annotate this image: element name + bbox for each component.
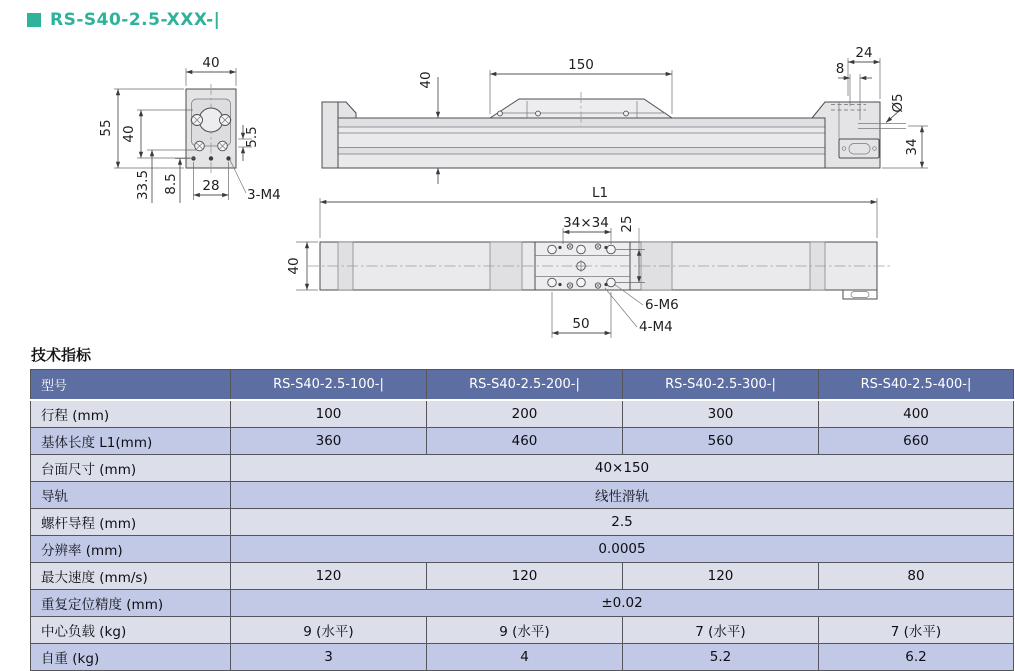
table-row-center-load — [31, 617, 1014, 644]
cell-value: 120 — [231, 563, 427, 590]
row-label: 最大速度 (mm/s) — [31, 563, 231, 590]
cell-value: 400 — [819, 400, 1014, 428]
dim-34 — [882, 126, 928, 168]
table-row-weight — [31, 644, 1014, 671]
dim-50 — [552, 292, 611, 338]
dim-end-inner — [121, 110, 195, 158]
cell-value: 6.2 — [819, 644, 1014, 671]
cell-value: 7 (水平) — [819, 617, 1014, 644]
callout-3-m4 — [230, 160, 281, 203]
cell-value: 460 — [427, 428, 623, 455]
svg-text:3-M4: 3-M4 — [247, 187, 281, 203]
cell-value: 4 — [427, 644, 623, 671]
cell-value: 300 — [623, 400, 819, 428]
cell-value-merged: 线性滑轨 — [231, 482, 1014, 509]
svg-text:8.5: 8.5 — [163, 173, 179, 195]
cell-value: 120 — [623, 563, 819, 590]
svg-text:6-M6: 6-M6 — [645, 297, 679, 313]
row-label: 重复定位精度 (mm) — [31, 590, 231, 617]
cell-value-merged: 2.5 — [231, 509, 1014, 536]
svg-text:28: 28 — [202, 178, 220, 194]
spec-section — [30, 344, 1013, 671]
row-label: 螺杆导程 (mm) — [31, 509, 231, 536]
cell-value: 9 (水平) — [231, 617, 427, 644]
svg-text:5.5: 5.5 — [244, 126, 260, 148]
dim-dia5 — [886, 93, 906, 122]
svg-text:150: 150 — [568, 57, 594, 73]
cell-value: 3 — [231, 644, 427, 671]
cell-value: 100 — [231, 400, 427, 428]
dim-end-5-5 — [238, 125, 260, 161]
spec-table-title: 技术指标 — [31, 346, 92, 364]
cell-value: 80 — [819, 563, 1014, 590]
row-label: 基体长度 L1(mm) — [31, 428, 231, 455]
dim-end-width — [186, 55, 236, 86]
table-row-max-speed — [31, 563, 1014, 590]
table-header-row — [31, 370, 1014, 401]
col-header-model-200: RS-S40-2.5-200-| — [427, 370, 623, 401]
col-header-model-400: RS-S40-2.5-400-| — [819, 370, 1014, 401]
cell-value-merged: 0.0005 — [231, 536, 1014, 563]
row-label: 导轨 — [31, 482, 231, 509]
svg-text:24: 24 — [855, 45, 873, 61]
top-view — [286, 185, 892, 338]
row-label: 自重 (kg) — [31, 644, 231, 671]
spec-table — [30, 369, 1014, 671]
table-row-guide — [31, 482, 1014, 509]
svg-text:34: 34 — [904, 138, 920, 156]
svg-text:40: 40 — [202, 55, 220, 71]
cell-value: 7 (水平) — [623, 617, 819, 644]
table-row-resolution — [31, 536, 1014, 563]
table-row-repeatability — [31, 590, 1014, 617]
dim-grid-34x34 — [563, 215, 611, 244]
table-row-table-size — [31, 455, 1014, 482]
cell-value-merged: 40×150 — [231, 455, 1014, 482]
cell-value-merged: ±0.02 — [231, 590, 1014, 617]
row-label: 中心负载 (kg) — [31, 617, 231, 644]
table-row-stroke — [31, 400, 1014, 428]
col-header-model-100: RS-S40-2.5-100-| — [231, 370, 427, 401]
svg-text:25: 25 — [619, 215, 635, 233]
top-view-connector — [843, 290, 877, 299]
svg-text:40: 40 — [418, 71, 434, 89]
dim-24 — [848, 45, 880, 99]
side-view — [322, 45, 928, 184]
svg-text:Ø5: Ø5 — [890, 93, 906, 113]
cell-value: 5.2 — [623, 644, 819, 671]
svg-text:50: 50 — [572, 316, 590, 332]
col-header-model: 型号 — [31, 370, 231, 401]
table-row-base-length — [31, 428, 1014, 455]
svg-text:40: 40 — [121, 125, 137, 143]
svg-text:8: 8 — [835, 61, 845, 77]
svg-text:40: 40 — [286, 257, 302, 275]
cell-value: 360 — [231, 428, 427, 455]
end-view — [98, 55, 281, 203]
row-label: 分辨率 (mm) — [31, 536, 231, 563]
cell-value: 560 — [623, 428, 819, 455]
svg-text:4-M4: 4-M4 — [639, 319, 673, 335]
cell-value: 9 (水平) — [427, 617, 623, 644]
cell-value: 120 — [427, 563, 623, 590]
col-header-model-300: RS-S40-2.5-300-| — [623, 370, 819, 401]
svg-text:34×34: 34×34 — [563, 215, 609, 231]
svg-text:33.5: 33.5 — [135, 169, 151, 201]
svg-text:55: 55 — [98, 119, 114, 137]
cell-value: 200 — [427, 400, 623, 428]
model-title-text: RS-S40-2.5-XXX-| — [50, 10, 221, 30]
cell-value: 660 — [819, 428, 1014, 455]
row-label: 行程 (mm) — [31, 400, 231, 428]
svg-text:L1: L1 — [591, 185, 609, 201]
table-row-screw-lead — [31, 509, 1014, 536]
row-label: 台面尺寸 (mm) — [31, 455, 231, 482]
